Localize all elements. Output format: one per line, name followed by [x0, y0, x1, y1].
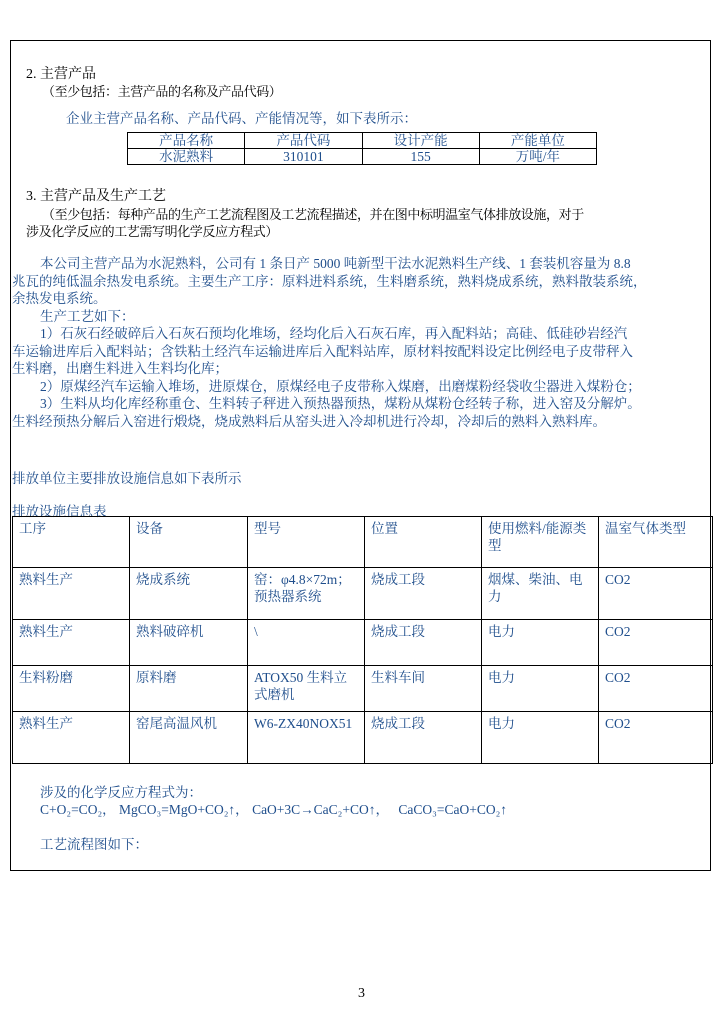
table-header-cell: 产能单位: [479, 133, 596, 149]
table-header-cell: 设计产能: [362, 133, 479, 149]
table-header-cell: 型号: [248, 517, 365, 568]
section-3-requirement-line1: （至少包括：每种产品的生产工艺流程图及工艺流程描述，并在图中标明温室气体排放设施，对于: [42, 208, 584, 223]
table-header-cell: 产品代码: [245, 133, 362, 149]
table-row: [13, 620, 713, 666]
emission-table-title: 排放设施信息表: [12, 504, 107, 519]
section-2-requirement: （至少包括：主营产品的名称及产品代码）: [42, 85, 282, 100]
table-cell: 烟煤、柴油、电力: [482, 568, 599, 620]
paragraph-line: 车运输进库后入配料站；含铁粘土经汽车运输进库后入配料站库，原材料按配料设定比例经电子皮带秤入: [12, 343, 633, 359]
table-cell: CO2: [599, 620, 713, 666]
table-header-row: [128, 133, 597, 149]
table-cell: 水泥熟料: [128, 149, 245, 165]
table-header-cell: 使用燃料/能源类型: [482, 517, 599, 568]
paragraph-line: 兆瓦的纯低温余热发电系统。主要生产工序：原料进料系统，生料磨系统，熟料烧成系统，熟料散装系统，: [12, 273, 647, 289]
reaction-equation: MgCO₃=MgO+CO₂↑，: [119, 802, 249, 817]
reaction-equation: CaCO₃=CaO+CO₂↑: [398, 802, 508, 817]
table-row: [13, 568, 713, 620]
table-cell: 熟料生产: [13, 712, 130, 764]
process-title: 生产工艺如下：: [40, 308, 135, 324]
table-cell: 熟料生产: [13, 568, 130, 620]
table-cell: 烧成工段: [365, 620, 482, 666]
section-2-heading: 2. 主营产品: [26, 67, 96, 82]
table-cell: 原料磨: [130, 666, 248, 712]
table-cell: 电力: [482, 712, 599, 764]
table-cell: 熟料生产: [13, 620, 130, 666]
table-header-cell: 工序: [13, 517, 130, 568]
table-row: [128, 149, 597, 165]
paragraph-line: 1）石灰石经破碎后入石灰石预均化堆场，经均化后入石灰石库，再入配料站；高硅、低硅砂岩经汽: [40, 326, 628, 341]
section-2-intro: 企业主营产品名称、产品代码、产能情况等，如下表所示：: [66, 111, 417, 126]
table-cell: 生料粉磨: [13, 666, 130, 712]
table-row: [13, 712, 713, 764]
reaction-equation: C+O₂=CO₂，: [40, 802, 116, 817]
table-cell: ATOX50 生料立式磨机: [248, 666, 365, 712]
paragraph-line: 余热发电系统。: [12, 291, 107, 306]
table-cell: 电力: [482, 620, 599, 666]
section-3-heading: 3. 主营产品及生产工艺: [26, 189, 166, 204]
table-cell: 电力: [482, 666, 599, 712]
table-cell: 窑：φ4.8×72m；预热器系统: [248, 568, 365, 620]
product-table: [127, 132, 597, 165]
paragraph-line: 生料磨，出磨生料进入生料均化库；: [12, 361, 228, 376]
table-header-cell: 产品名称: [128, 133, 245, 149]
table-row: [13, 666, 713, 712]
section-3-requirement-line2: 涉及化学反应的工艺需写明化学反应方程式）: [26, 225, 279, 240]
table-header-cell: 设备: [130, 517, 248, 568]
table-header-row: [13, 517, 713, 568]
table-cell: CO2: [599, 712, 713, 764]
table-header-cell: 位置: [365, 517, 482, 568]
table-cell: 窑尾高温风机: [130, 712, 248, 764]
table-cell: 熟料破碎机: [130, 620, 248, 666]
table-cell: 烧成系统: [130, 568, 248, 620]
table-cell: 万吨/年: [479, 149, 596, 165]
table-cell: 烧成工段: [365, 712, 482, 764]
table-cell: 155: [362, 149, 479, 165]
paragraph-line: 生料经预热分解后入窑进行煅烧，烧成熟料后从窑头进入冷却机进行冷却，冷却后的熟料入熟料库。: [12, 413, 606, 429]
table-header-cell: 温室气体类型: [599, 517, 713, 568]
table-cell: 310101: [245, 149, 362, 165]
table-cell: CO2: [599, 568, 713, 620]
emission-table: [12, 516, 713, 764]
reaction-title: 涉及的化学反应方程式为：: [40, 785, 202, 800]
table-cell: W6-ZX40NOX51: [248, 712, 365, 764]
paragraph-line: 3）生料从均化库经称重仓、生料转子秤进入预热器预热，煤粉从煤粉仓经转子称，进入窑及分解炉。: [40, 396, 641, 411]
process-description: [12, 255, 712, 430]
page-number: 3: [358, 986, 365, 1001]
reaction-equation: CaO+3C→CaC₂+CO↑，: [252, 802, 390, 817]
flow-chart-title: 工艺流程图如下：: [40, 837, 148, 852]
table-cell: CO2: [599, 666, 713, 712]
paragraph-line: 本公司主营产品为水泥熟料，公司有 1 条日产 5000 吨新型干法水泥熟料生产线、1 套装机容量为 8.8: [40, 256, 631, 271]
reaction-equations: [40, 798, 507, 818]
emission-intro: 排放单位主要排放设施信息如下表所示: [12, 471, 242, 486]
paragraph-line: 2）原煤经汽车运输入堆场，进原煤仓，原煤经电子皮带称入煤磨，出磨煤粉经袋收尘器进入煤粉仓；: [40, 378, 641, 394]
table-cell: 生料车间: [365, 666, 482, 712]
table-cell: \: [248, 620, 365, 666]
table-cell: 烧成工段: [365, 568, 482, 620]
